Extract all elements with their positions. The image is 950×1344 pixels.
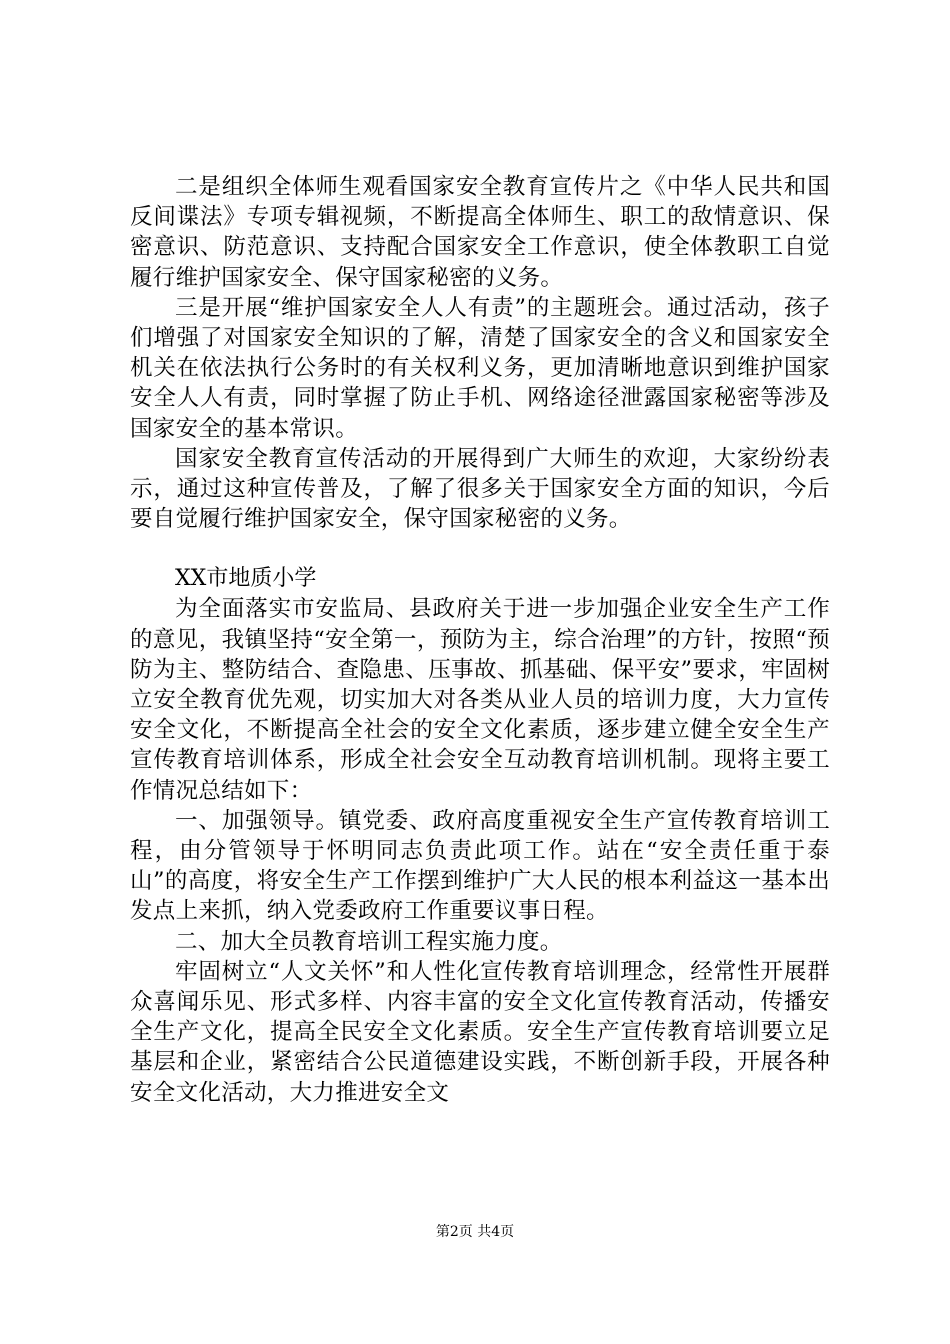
- paragraph-viewing-video: 二是组织全体师生观看国家安全教育宣传片之《中华人民共和国反间谍法》专项专辑视频，不断提高全体师生、职工的敌情意识、保密意识、防范意识、支持配合国家安全工作意识，使全体教职工自觉履行维护国家安全、保守国家秘密的义务。: [130, 174, 830, 291]
- paragraph-training-heading: 二、加大全员教育培训工程实施力度。: [175, 928, 563, 955]
- paragraph-leadership: 一、加强领导。镇党委、政府高度重视安全生产宣传教育培训工程，由分管领导于怀明同志负责此项工作。站在“安全责任重于泰山”的高度，将安全生产工作摆到维护广大人民的根本利益这一基本出发点上来抓，纳入党委政府工作重要议事日程。: [130, 807, 830, 925]
- paragraph-intro: 为全面落实市安监局、县政府关于进一步加强企业安全生产工作的意见，我镇坚持“安全第一，预防为主，综合治理”的方针，按照“预防为主、整防结合、查隐患、压事故、抓基础、保平安”要求，牢固树立安全教育优先观，切实加大对各类从业人员的培训力度，大力宣传安全文化，不断提高全社会的安全文化素质，逐步建立健全安全生产宣传教育培训体系，形成全社会安全互动教育培训机制。现将主要工作情况总结如下：: [130, 596, 830, 804]
- paragraph-class-meeting: 三是开展“维护国家安全人人有责”的主题班会。通过活动，孩子们增强了对国家安全知识的了解，清楚了国家安全的含义和国家安全机关在依法执行公务时的有关权利义务，更加清晰地意识到维护国家安全人人有责，同时掌握了防止手机、网络途径泄露国家秘密等涉及国家安全的基本常识。: [130, 294, 830, 442]
- document-body: [130, 172, 830, 1108]
- paragraph-gap: [130, 534, 830, 564]
- page-indicator: 第2页 共4页: [435, 1224, 515, 1240]
- page-footer: [0, 1222, 950, 1242]
- paragraph-humanistic-care: 牢固树立“人文关怀”和人性化宣传教育培训理念，经常性开展群众喜闻乐见、形式多样、内容丰富的安全文化宣传教育活动，传播安全生产文化，提高全民安全文化素质。安全生产宣传教育培训要立足基层和企业，紧密结合公民道德建设实践，不断创新手段，开展各种安全文化活动，大力推进安全文: [130, 958, 830, 1106]
- paragraph-summary: 国家安全教育宣传活动的开展得到广大师生的欢迎，大家纷纷表示，通过这种宣传普及，了解了很多关于国家安全方面的知识，今后要自觉履行维护国家安全，保守国家秘密的义务。: [130, 445, 830, 533]
- school-signature: XX市地质小学: [175, 566, 317, 592]
